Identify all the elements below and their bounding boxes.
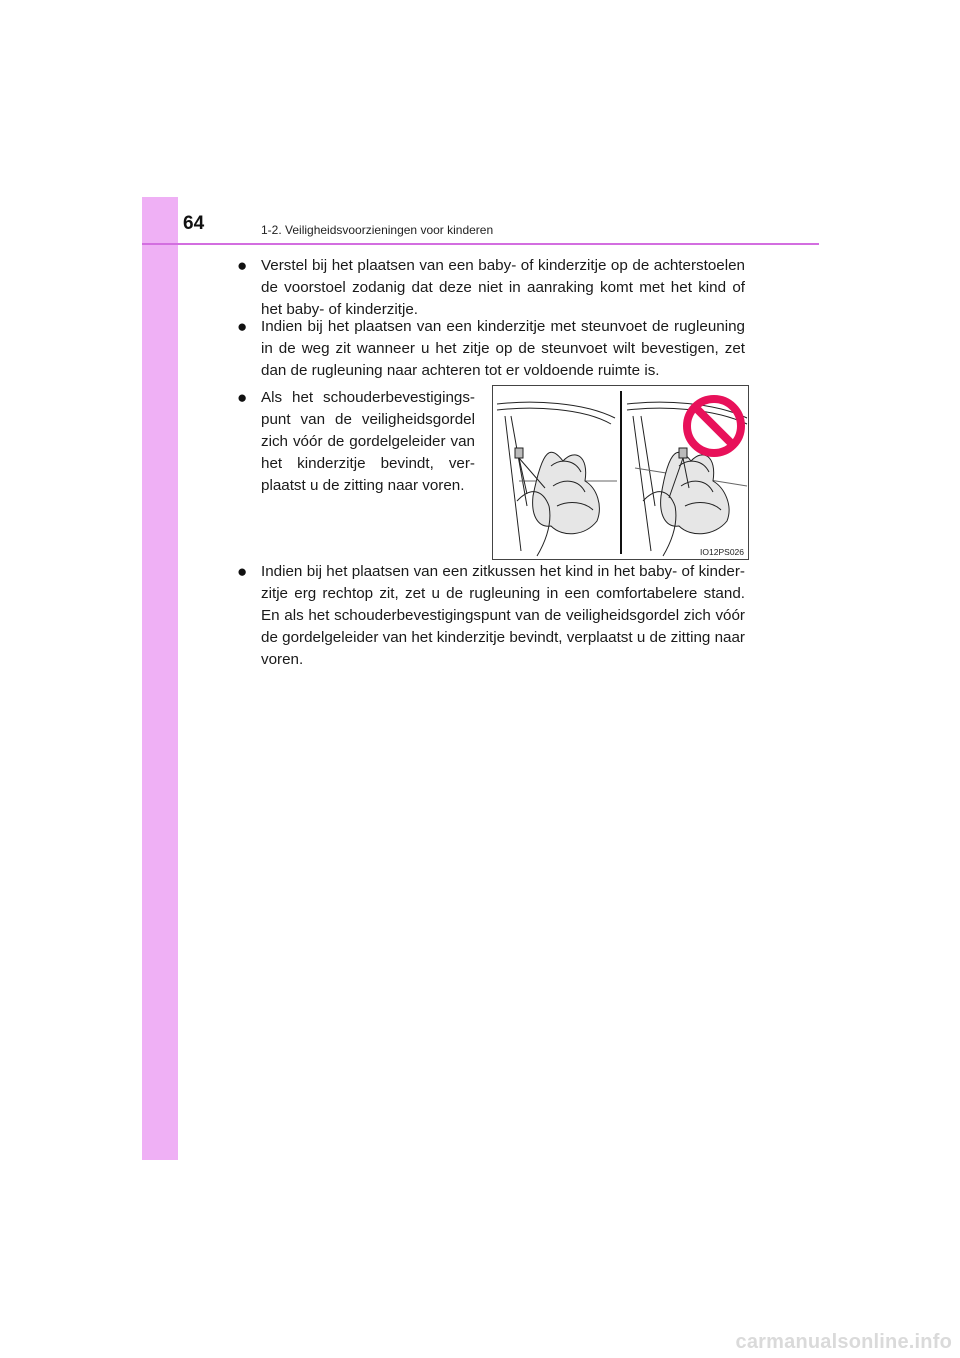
bullet-item [237, 387, 475, 497]
bullet-icon: ● [237, 562, 248, 581]
bullet-text: Indien bij het plaatsen van een kinderzitje met steunvoet de rugleuning in de weg zit wanneer u het zitje op de steunvoet wilt bevestigen, zet dan de rugleuning naar achteren tot er voldoende ruimte is. [261, 318, 745, 379]
bullet-text: Indien bij het plaatsen van een zitkussen het kind in het baby- of kinder-zitje erg rechtop zit, zet u de rugleuning in een comfortabelere stand. En als het schouderbevestigingspunt van de veiligheidsgordel zich vóór de gordelgeleider van het kinderzitje bevindt, verplaatst u de zitting naar voren. [261, 563, 745, 668]
bullet-text: Verstel bij het plaatsen van een baby- of kinderzitje op de achterstoelen de voorstoel zodanig dat deze niet in aanraking komt met het kind of het baby- of kinderzitje. [261, 257, 745, 318]
bullet-icon: ● [237, 317, 248, 336]
child-seat-drawing [493, 386, 748, 559]
page-number: 64 [183, 213, 205, 234]
figure-code: IO12PS026 [700, 547, 744, 557]
bullet-item [237, 255, 745, 321]
watermark: carmanualsonline.info [735, 1331, 952, 1353]
bullet-item [237, 561, 745, 671]
header-rule [142, 243, 819, 245]
bullet-text: Als het schouderbevestigings-punt van de veiligheidsgordel zich vóór de gordelgeleider van het kinderzitje bevindt, ver-plaatst u de zitting naar voren. [261, 389, 475, 494]
bullet-icon: ● [237, 256, 248, 275]
bullet-item [237, 316, 745, 382]
seat-illustration [492, 385, 749, 560]
chapter-sidebar-tab [142, 197, 178, 1160]
section-title: 1-2. Veiligheidsvoorzieningen voor kinderen [261, 223, 494, 237]
bullet-icon: ● [237, 388, 248, 407]
